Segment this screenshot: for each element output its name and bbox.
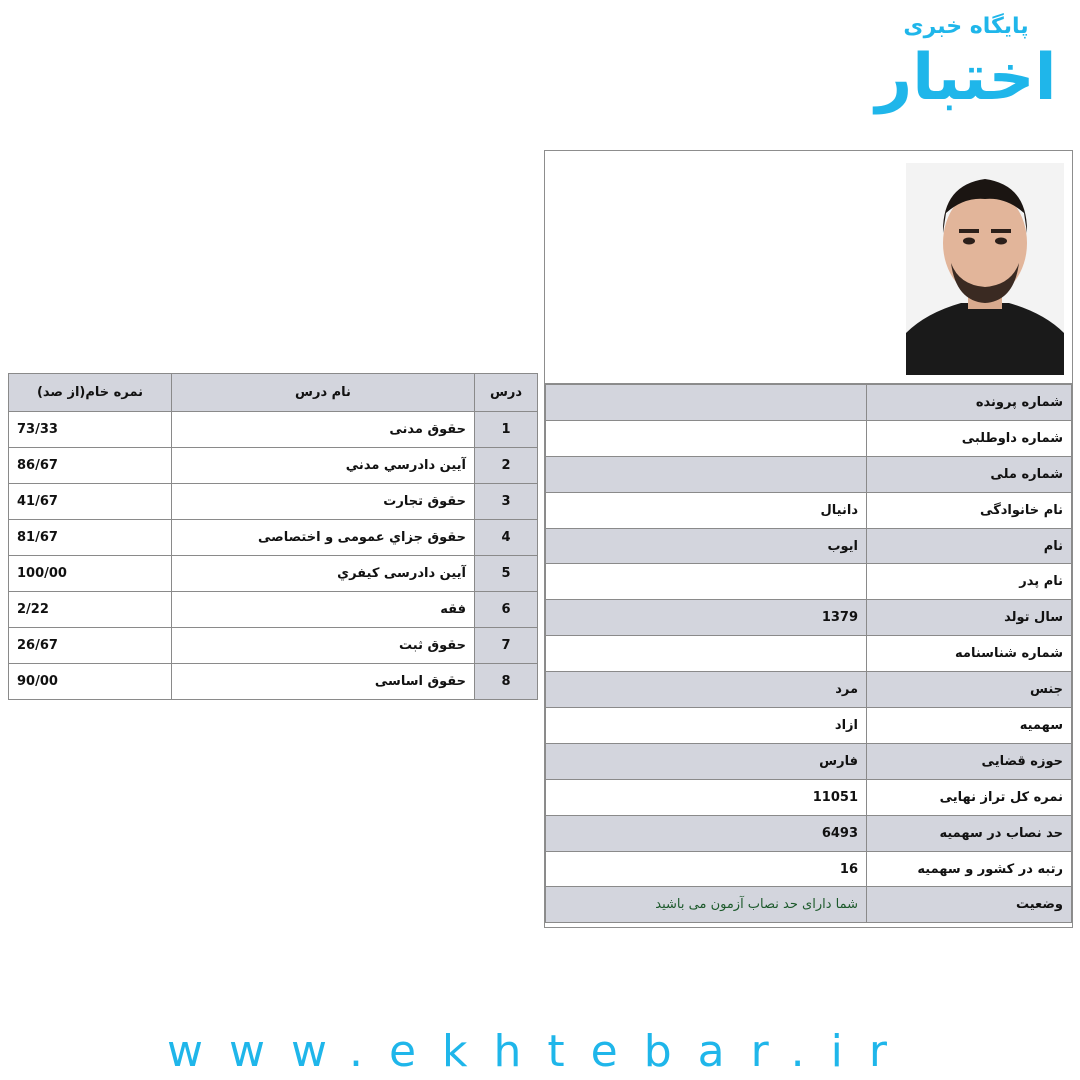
grade-row — [9, 520, 538, 556]
grade-row — [9, 448, 538, 484]
info-label: حوزه قضایی — [867, 743, 1072, 779]
grade-course: حقوق اساسی — [172, 664, 475, 700]
grade-num: 5 — [475, 556, 538, 592]
grade-num: 6 — [475, 592, 538, 628]
info-row — [546, 779, 1072, 815]
grade-course: آیین دادرسی کیفري — [172, 556, 475, 592]
grade-row — [9, 592, 538, 628]
info-value: شما دارای حد نصاب آزمون می باشید — [546, 887, 867, 923]
grade-course: حقوق تجارت — [172, 484, 475, 520]
grade-row — [9, 664, 538, 700]
info-value: ازاد — [546, 708, 867, 744]
info-label: نام خانوادگی — [867, 492, 1072, 528]
info-label: شماره پرونده — [867, 385, 1072, 421]
grade-num: 2 — [475, 448, 538, 484]
footer-url: www.ekhtebar.ir — [167, 1026, 913, 1077]
photo-area — [545, 151, 1072, 384]
grade-score: 100/00 — [9, 556, 172, 592]
site-logo — [866, 12, 1066, 132]
grade-num: 1 — [475, 412, 538, 448]
grade-course: حقوق جزاي عمومی و اختصاصی — [172, 520, 475, 556]
grade-score: 26/67 — [9, 628, 172, 664]
info-value: 16 — [546, 851, 867, 887]
grade-num: 4 — [475, 520, 538, 556]
info-value: 6493 — [546, 815, 867, 851]
info-row — [546, 456, 1072, 492]
info-value: دانیال — [546, 492, 867, 528]
info-value: 1379 — [546, 600, 867, 636]
info-label: شماره ملی — [867, 456, 1072, 492]
candidate-card — [544, 150, 1073, 928]
info-row — [546, 672, 1072, 708]
info-value — [546, 385, 867, 421]
info-value — [546, 564, 867, 600]
grade-score: 2/22 — [9, 592, 172, 628]
info-row — [546, 851, 1072, 887]
grade-score: 86/67 — [9, 448, 172, 484]
grade-score: 90/00 — [9, 664, 172, 700]
info-value: ایوب — [546, 528, 867, 564]
grade-num: 3 — [475, 484, 538, 520]
info-value — [546, 420, 867, 456]
grade-num: 7 — [475, 628, 538, 664]
grade-row — [9, 628, 538, 664]
grade-score: 81/67 — [9, 520, 172, 556]
info-value — [546, 456, 867, 492]
logo-subtitle: پایگاه خبری — [903, 14, 1029, 39]
grade-row — [9, 412, 538, 448]
grade-row — [9, 556, 538, 592]
grade-num: 8 — [475, 664, 538, 700]
info-label: جنس — [867, 672, 1072, 708]
info-label: شماره شناسنامه — [867, 636, 1072, 672]
info-row — [546, 385, 1072, 421]
info-row — [546, 743, 1072, 779]
header-num: درس — [475, 374, 538, 412]
info-label: حد نصاب در سهمیه — [867, 815, 1072, 851]
header-course: نام درس — [172, 374, 475, 412]
header-score: نمره خام(از صد) — [9, 374, 172, 412]
info-value: 11051 — [546, 779, 867, 815]
info-label: وضعیت — [867, 887, 1072, 923]
info-label: نمره کل تراز نهایی — [867, 779, 1072, 815]
info-row — [546, 887, 1072, 923]
info-row — [546, 708, 1072, 744]
info-label: نام پدر — [867, 564, 1072, 600]
info-label: نام — [867, 528, 1072, 564]
info-value — [546, 636, 867, 672]
grade-course: فقه — [172, 592, 475, 628]
info-row — [546, 815, 1072, 851]
info-row — [546, 600, 1072, 636]
grade-row — [9, 484, 538, 520]
grade-course: حقوق مدنی — [172, 412, 475, 448]
info-label: سهمیه — [867, 708, 1072, 744]
grade-score: 41/67 — [9, 484, 172, 520]
info-label: شماره داوطلبی — [867, 420, 1072, 456]
info-row — [546, 564, 1072, 600]
grades-header-row — [9, 374, 538, 412]
info-row — [546, 420, 1072, 456]
grades-table — [8, 373, 538, 700]
info-row — [546, 492, 1072, 528]
info-label: سال تولد — [867, 600, 1072, 636]
info-value: فارس — [546, 743, 867, 779]
info-row — [546, 636, 1072, 672]
info-value: مرد — [546, 672, 867, 708]
info-label: رتبه در کشور و سهمیه — [867, 851, 1072, 887]
candidate-photo — [906, 163, 1064, 375]
logo-title: اختبار — [875, 41, 1057, 115]
grade-course: آیین دادرسي مدني — [172, 448, 475, 484]
info-row — [546, 528, 1072, 564]
candidate-info-table — [545, 384, 1072, 923]
grade-course: حقوق ثبت — [172, 628, 475, 664]
grade-score: 73/33 — [9, 412, 172, 448]
